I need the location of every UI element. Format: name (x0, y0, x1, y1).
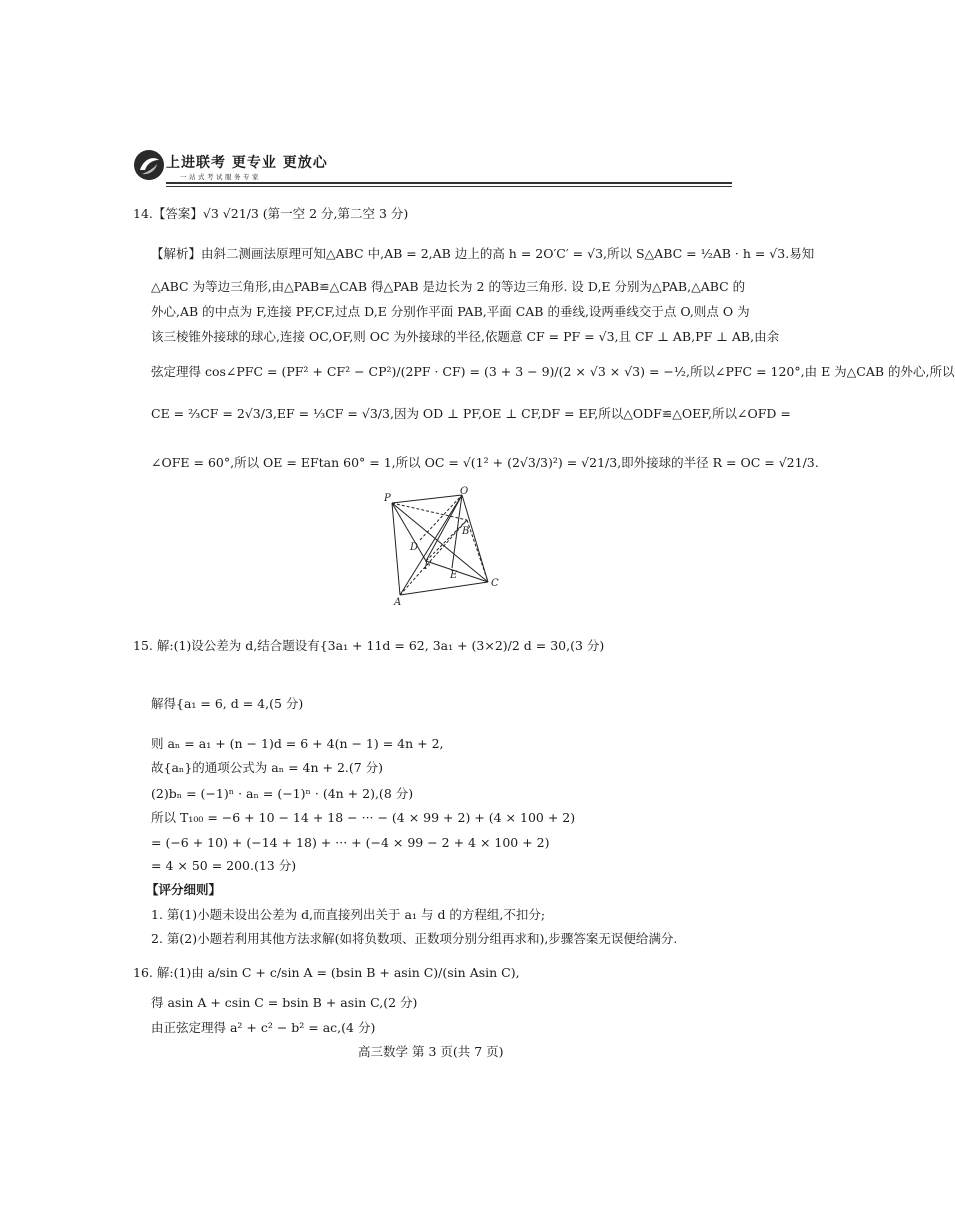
figure-label-f: F (424, 561, 431, 572)
figure-label-b: B (462, 526, 470, 537)
q15-line-3: 则 aₙ = a₁ + (n − 1)d = 6 + 4(n − 1) = 4n + 2, (151, 736, 444, 751)
q14-answer: 14.【答案】√3 √21/3 (第一空 2 分,第二空 3 分) (133, 206, 409, 221)
figure-label-e: E (450, 570, 458, 581)
tetrahedron-figure (380, 485, 510, 610)
q15-line-7: = (−6 + 10) + (−14 + 18) + ··· + (−4 × 99 − 2 + 4 × 100 + 2) (151, 835, 550, 850)
figure-label-a: A (394, 597, 402, 608)
q15-line-8: = 4 × 50 = 200.(13 分) (151, 858, 297, 873)
logo-subtitle: 一站式考试服务专家 (180, 173, 261, 181)
figure-label-o: O (460, 486, 469, 497)
q16-line-1: 16. 解:(1)由 a/sin C + c/sin A = (bsin B + asin C)/(sin Asin C), (133, 965, 520, 980)
q14-line-1: 【解析】由斜二测画法原理可知△ABC 中,AB = 2,AB 边上的高 h = 2O′C′ = √3,所以 S△ABC = ½AB · h = √3.易知 (151, 246, 815, 261)
q15-scoring-rule-1: 1. 第(1)小题未设出公差为 d,而直接列出关于 a₁ 与 d 的方程组,不扣分; (151, 907, 546, 922)
q15-line-2: 解得{a₁ = 6, d = 4,(5 分) (151, 696, 304, 711)
logo-mark-icon (132, 148, 166, 182)
q14-line-2: △ABC 为等边三角形,由△PAB≌△CAB 得△PAB 是边长为 2 的等边三角形. 设 D,E 分别为△PAB,△ABC 的 (151, 279, 746, 294)
q15-scoring-title: 【评分细则】 (146, 882, 222, 897)
header-rule (166, 182, 732, 184)
figure-label-d: D (410, 542, 419, 553)
q15-line-1: 15. 解:(1)设公差为 d,结合题设有{3a₁ + 11d = 62, 3a₁ + (3×2)/2 d = 30,(3 分) (133, 638, 605, 653)
logo-name: 上进联考 更专业 更放心 (166, 155, 328, 171)
q14-line-3: 外心,AB 的中点为 F,连接 PF,CF,过点 D,E 分别作平面 PAB,平面 CAB 的垂线,设两垂线交于点 O,则点 O 为 (151, 304, 750, 319)
page-footer: 高三数学 第 3 页(共 7 页) (358, 1044, 504, 1059)
header-logo (132, 148, 732, 188)
q14-line-4: 该三棱锥外接球的球心,连接 OC,OF,则 OC 为外接球的半径,依题意 CF = PF = √3,且 CF ⊥ AB,PF ⊥ AB,由余 (151, 329, 780, 344)
q14-line-7: ∠OFE = 60°,所以 OE = EFtan 60° = 1,所以 OC = √(1² + (2√3/3)²) = √21/3,即外接球的半径 R = OC = √21/3. (151, 455, 819, 470)
q16-line-2: 得 asin A + csin C = bsin B + asin C,(2 分) (151, 995, 418, 1010)
figure-label-p: P (384, 493, 391, 504)
header-rule-thin (166, 186, 732, 187)
q14-line-6: CE = ⅔CF = 2√3/3,EF = ⅓CF = √3/3,因为 OD ⊥ PF,OE ⊥ CF,DF = EF,所以△ODF≌△OEF,所以∠OFD = (151, 406, 791, 421)
q16-line-3: 由正弦定理得 a² + c² − b² = ac,(4 分) (151, 1020, 376, 1035)
q15-line-6: 所以 T₁₀₀ = −6 + 10 − 14 + 18 − ··· − (4 × 99 + 2) + (4 × 100 + 2) (151, 810, 576, 825)
q14-line-5: 弦定理得 cos∠PFC = (PF² + CF² − CP²)/(2PF · CF) = (3 + 3 − 9)/(2 × √3 × √3) = −½,所以∠PFC = 120°,由 E 为△CAB 的外心,所以 (151, 364, 955, 379)
figure-label-c: C (491, 578, 499, 589)
q15-scoring-rule-2: 2. 第(2)小题若利用其他方法求解(如将负数项、正数项分别分组再求和),步骤答案无误便给满分. (151, 931, 678, 946)
q15-line-4: 故{aₙ}的通项公式为 aₙ = 4n + 2.(7 分) (151, 760, 384, 775)
q15-line-5: (2)bₙ = (−1)ⁿ · aₙ = (−1)ⁿ · (4n + 2),(8 分) (151, 786, 414, 801)
